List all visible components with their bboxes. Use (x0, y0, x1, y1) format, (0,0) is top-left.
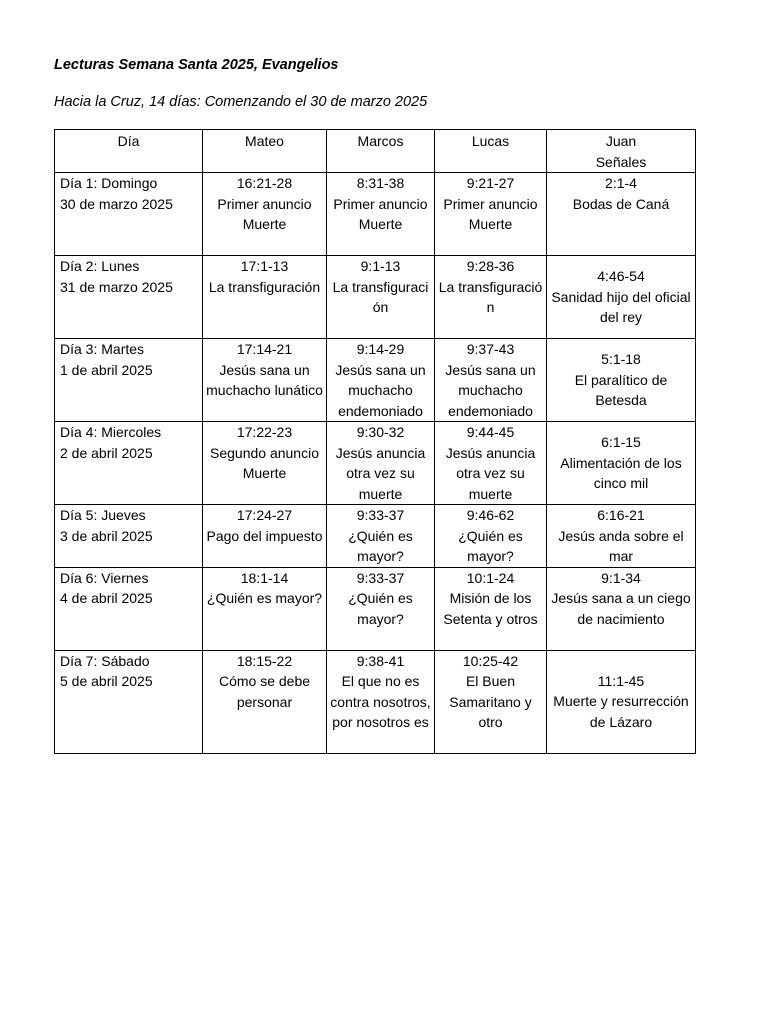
lucas-cell (435, 422, 547, 505)
reading-desc: Pago del impuesto (206, 527, 323, 544)
header-juan (547, 130, 696, 173)
reading-ref: 11:1-45 (597, 672, 645, 689)
reading-ref: 10:25-42 (462, 652, 519, 669)
reading-ref: 17:24-27 (236, 507, 293, 523)
lucas-cell (435, 505, 547, 568)
reading-ref: 9:38-41 (356, 652, 405, 669)
reading-ref: 9:33-37 (356, 507, 405, 523)
header-marcos: Marcos (327, 130, 435, 173)
header-juan-subtitle: Señales (595, 153, 647, 170)
lucas-cell (435, 567, 547, 650)
header-juan-label: Juan (605, 133, 637, 149)
table-row (55, 505, 696, 568)
day-label: Día 4: Miercoles (60, 424, 162, 440)
marcos-cell (327, 339, 435, 422)
day-label: Día 6: Viernes (60, 569, 149, 586)
reading-desc: Muerte y resurrección de Lázaro (553, 693, 689, 730)
marcos-cell (327, 256, 435, 339)
table-row (55, 173, 696, 256)
juan-cell (547, 650, 696, 753)
reading-ref: 9:28-36 (466, 258, 515, 274)
day-cell (55, 256, 203, 339)
juan-cell (547, 339, 696, 422)
juan-cell (547, 173, 696, 256)
marcos-cell (327, 567, 435, 650)
reading-desc: Jesús anuncia otra vez su muerte (335, 444, 426, 502)
mateo-cell (203, 256, 327, 339)
marcos-cell (327, 422, 435, 505)
reading-desc: ¿Quién es mayor? (348, 527, 413, 564)
day-date: 30 de marzo 2025 (60, 195, 173, 212)
day-label: Día 7: Sábado (60, 652, 150, 669)
mateo-cell (203, 173, 327, 256)
mateo-cell (203, 339, 327, 422)
day-cell (55, 339, 203, 422)
table-row (55, 256, 696, 339)
reading-ref: 6:1-15 (601, 434, 641, 451)
reading-ref: 9:33-37 (356, 569, 405, 586)
table-header-row (55, 130, 696, 173)
day-cell (55, 173, 203, 256)
reading-desc: La transfiguración (208, 278, 321, 295)
reading-desc: La transfiguración (332, 278, 429, 315)
reading-desc: Misión de los Setenta y otros (443, 590, 538, 627)
reading-desc: Jesús sana a un ciego de nacimiento (551, 590, 691, 627)
day-date: 2 de abril 2025 (60, 444, 153, 461)
lucas-cell (435, 173, 547, 256)
day-cell (55, 567, 203, 650)
reading-desc: ¿Quién es mayor? (458, 527, 523, 564)
reading-desc: El paralítico de Betesda (574, 371, 668, 409)
reading-ref: 17:22-23 (236, 424, 293, 440)
reading-ref: 4:46-54 (597, 268, 645, 285)
mateo-cell (203, 505, 327, 568)
reading-ref: 9:1-13 (360, 258, 401, 274)
reading-desc: Jesús anda sobre el mar (558, 527, 684, 564)
reading-desc: Bodas de Caná (572, 195, 670, 212)
lucas-cell (435, 339, 547, 422)
reading-ref: 9:14-29 (356, 341, 405, 357)
document-subtitle: Hacia la Cruz, 14 días: Comenzando el 30 de marzo 2025 (54, 94, 428, 110)
reading-ref: 10:1-24 (466, 569, 515, 586)
reading-desc: Primer anuncio Muerte (217, 195, 312, 232)
mateo-cell (203, 567, 327, 650)
reading-ref: 17:14-21 (236, 341, 293, 357)
reading-desc: Cómo se debe personar (218, 673, 311, 710)
day-date: 1 de abril 2025 (60, 361, 153, 378)
reading-desc: El Buen Samaritano y otro (449, 673, 532, 730)
reading-ref: 9:1-34 (601, 569, 641, 586)
lucas-cell (435, 256, 547, 339)
reading-desc: Segundo anuncio Muerte (210, 444, 319, 481)
marcos-cell (327, 505, 435, 568)
reading-ref: 9:46-62 (466, 507, 515, 523)
header-dia: Día (55, 130, 203, 173)
reading-desc: La transfiguración (438, 278, 543, 315)
juan-cell (547, 505, 696, 568)
day-cell (55, 422, 203, 505)
table-row (55, 422, 696, 505)
table-row (55, 650, 696, 753)
reading-ref: 17:1-13 (240, 258, 289, 274)
reading-desc: Jesús sana un muchacho endemoniado (335, 361, 426, 419)
reading-desc: Jesús anuncia otra vez su muerte (445, 444, 536, 502)
reading-ref: 8:31-38 (356, 175, 405, 191)
juan-cell (547, 256, 696, 339)
day-date: 5 de abril 2025 (60, 673, 153, 689)
reading-ref: 9:44-45 (466, 424, 515, 440)
table-row (55, 567, 696, 650)
table-row (55, 339, 696, 422)
day-cell (55, 505, 203, 568)
reading-ref: 16:21-28 (236, 175, 293, 191)
marcos-cell (327, 173, 435, 256)
header-mateo: Mateo (203, 130, 327, 173)
marcos-cell (327, 650, 435, 753)
day-label: Día 3: Martes (60, 341, 145, 357)
header-lucas: Lucas (435, 130, 547, 173)
reading-ref: 2:1-4 (605, 175, 637, 191)
mateo-cell (203, 650, 327, 753)
reading-desc: ¿Quién es mayor? (348, 590, 413, 627)
day-cell (55, 650, 203, 753)
reading-desc: El que no es contra nosotros, por nosotros es (330, 673, 431, 730)
mateo-cell (203, 422, 327, 505)
reading-ref: 9:21-27 (466, 175, 515, 191)
reading-ref: 18:15-22 (236, 652, 293, 669)
reading-ref: 9:30-32 (356, 424, 405, 440)
juan-cell (547, 567, 696, 650)
reading-desc: Primer anuncio Muerte (443, 195, 538, 232)
reading-ref: 18:1-14 (240, 569, 289, 586)
juan-cell (547, 422, 696, 505)
reading-desc: Primer anuncio Muerte (333, 195, 428, 232)
reading-ref: 6:16-21 (597, 507, 645, 523)
day-date: 31 de marzo 2025 (60, 278, 173, 295)
reading-ref: 5:1-18 (601, 351, 641, 368)
day-label: Día 2: Lunes (60, 258, 140, 274)
reading-desc: Jesús sana un muchacho lunático (206, 361, 323, 398)
day-date: 3 de abril 2025 (60, 527, 153, 544)
lucas-cell (435, 650, 547, 753)
day-label: Día 1: Domingo (60, 175, 158, 191)
document-title: Lecturas Semana Santa 2025, Evangelios (54, 57, 339, 73)
day-date: 4 de abril 2025 (60, 590, 153, 606)
reading-desc: Alimentación de los cinco mil (560, 454, 682, 492)
day-label: Día 5: Jueves (60, 507, 146, 523)
reading-desc: ¿Quién es mayor? (206, 590, 323, 606)
reading-desc: Sanidad hijo del oficial del rey (551, 288, 691, 326)
reading-ref: 9:37-43 (466, 341, 515, 357)
readings-table (54, 129, 696, 754)
reading-desc: Jesús sana un muchacho endemoniado (445, 361, 536, 419)
